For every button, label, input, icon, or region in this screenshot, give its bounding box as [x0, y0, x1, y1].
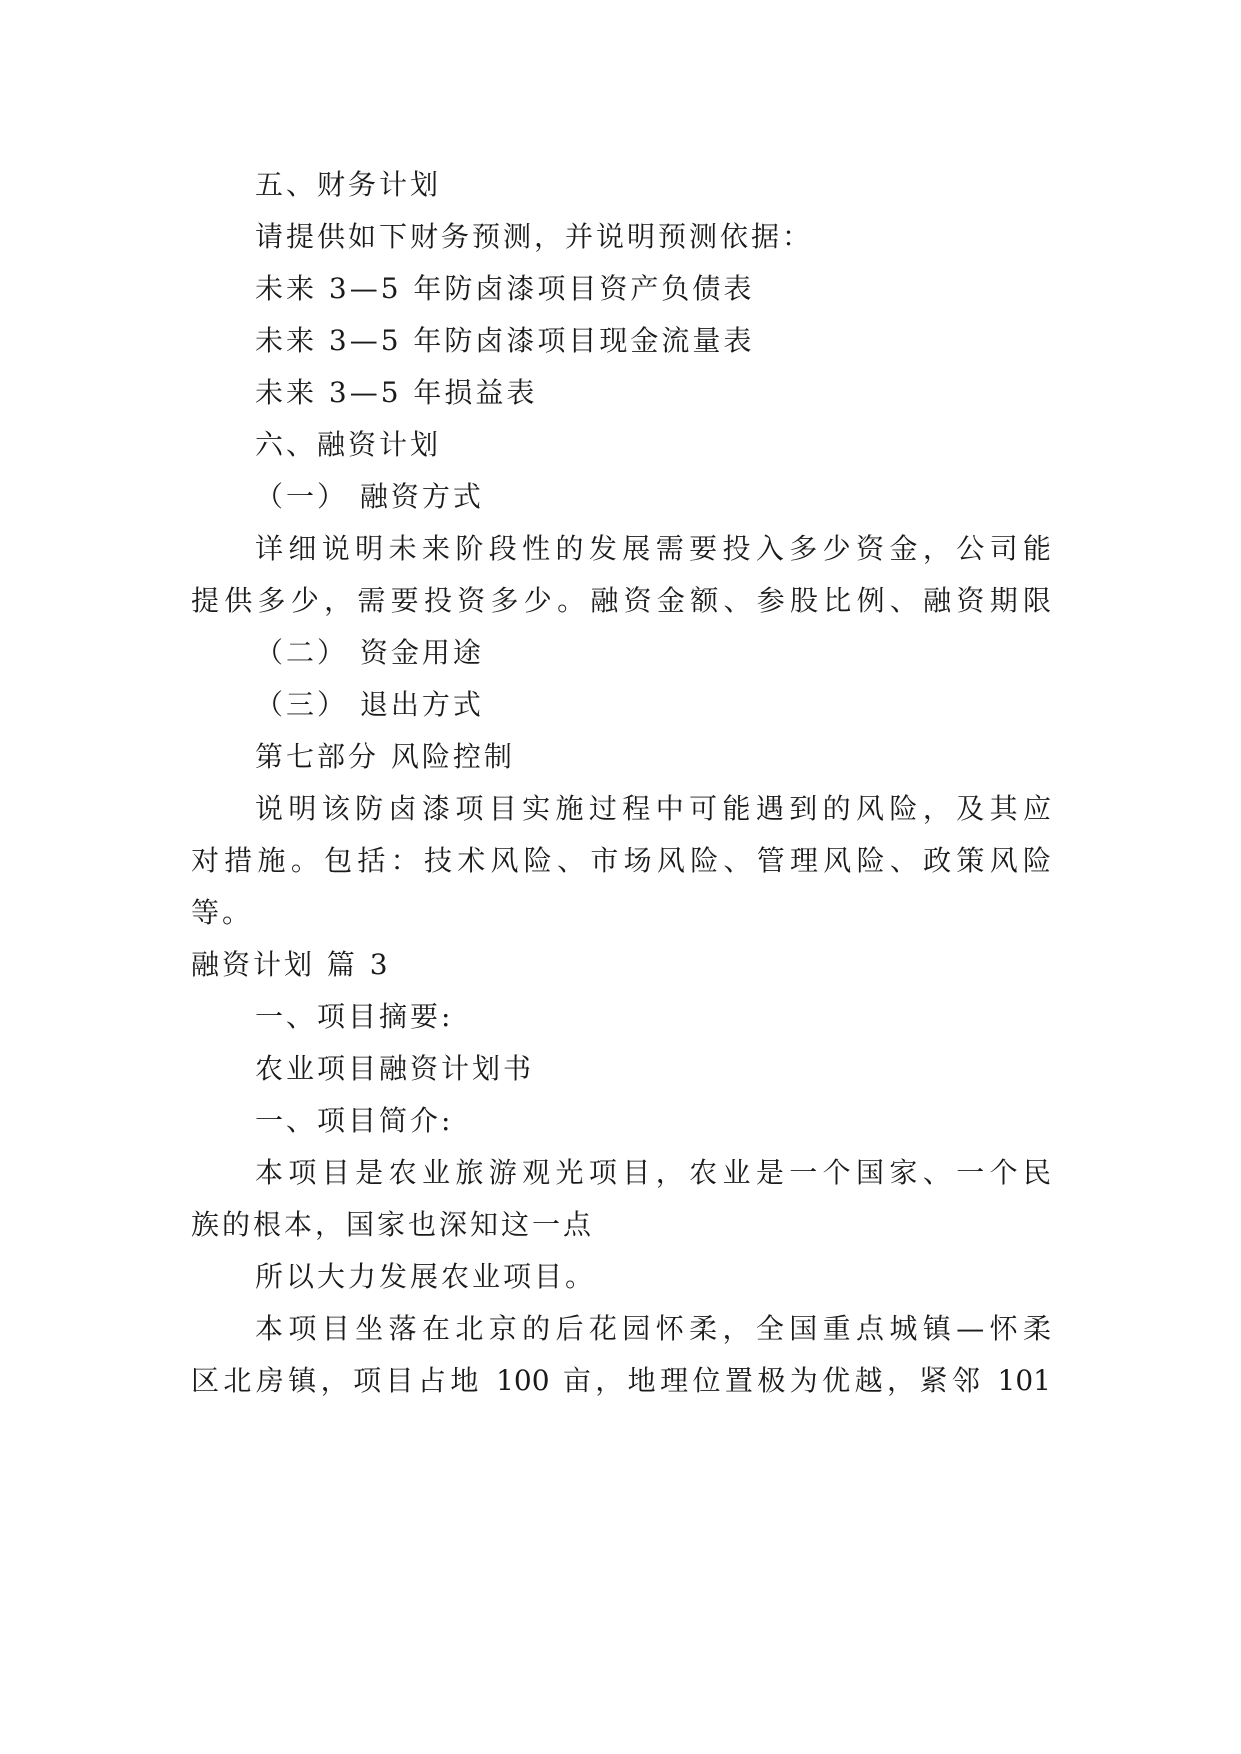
- paragraph-line: 对措施。包括：技术风险、市场风险、管理风险、政策风险: [191, 844, 1051, 877]
- document-title: 农业项目融资计划书: [255, 1052, 535, 1085]
- article-title: 融资计划 篇 3: [191, 948, 391, 981]
- subheading: （三） 退出方式: [255, 688, 484, 721]
- paragraph-line: 本项目坐落在北京的后花园怀柔，全国重点城镇—怀柔: [255, 1312, 1051, 1345]
- subheading: （一） 融资方式: [255, 480, 484, 513]
- paragraph-line: 区北房镇，项目占地 100 亩，地理位置极为优越，紧邻 101: [191, 1364, 1051, 1397]
- paragraph-line: 所以大力发展农业项目。: [255, 1260, 597, 1293]
- section-heading-financing-plan: 六、融资计划: [255, 428, 442, 461]
- section-heading-project-summary: 一、项目摘要:: [255, 1000, 454, 1033]
- paragraph-line: 提供多少，需要投资多少。融资金额、参股比例、融资期限: [191, 584, 1051, 617]
- section-heading-risk-control: 第七部分 风险控制: [255, 740, 515, 773]
- paragraph-line: 说明该防卤漆项目实施过程中可能遇到的风险，及其应: [255, 792, 1051, 825]
- paragraph-line: 详细说明未来阶段性的发展需要投入多少资金，公司能: [255, 532, 1051, 565]
- paragraph-line: 族的根本，国家也深知这一点: [191, 1208, 595, 1241]
- subheading: （二） 资金用途: [255, 636, 484, 669]
- list-item: 未来 3—5 年防卤漆项目现金流量表: [255, 324, 755, 357]
- section-heading-project-intro: 一、项目简介:: [255, 1104, 454, 1137]
- list-item: 未来 3—5 年损益表: [255, 376, 538, 409]
- section-heading-finance-plan: 五、财务计划: [255, 168, 442, 201]
- list-item: 未来 3—5 年防卤漆项目资产负债表: [255, 272, 755, 305]
- paragraph-line: 请提供如下财务预测，并说明预测依据：: [255, 220, 814, 253]
- paragraph-line: 本项目是农业旅游观光项目，农业是一个国家、一个民: [255, 1156, 1051, 1189]
- paragraph-line: 等。: [191, 896, 254, 929]
